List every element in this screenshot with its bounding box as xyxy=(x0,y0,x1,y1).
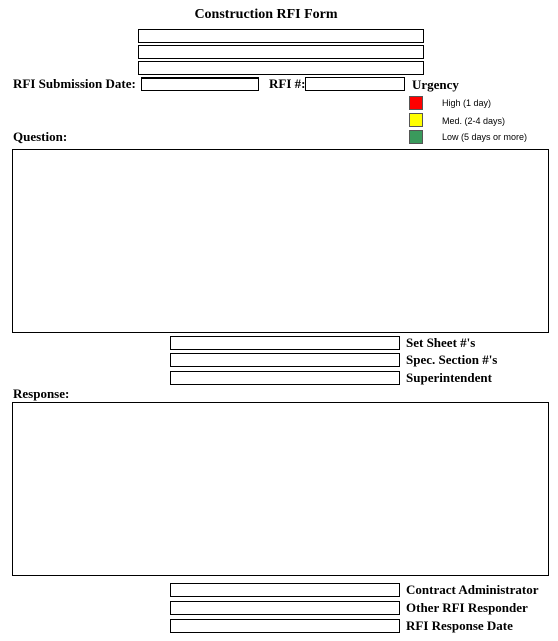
urgency-med-label: Med. (2-4 days) xyxy=(442,116,506,126)
other-responder-label: Other RFI Responder xyxy=(406,600,528,615)
other-responder-field[interactable] xyxy=(170,601,400,615)
header-field-2[interactable] xyxy=(138,45,424,59)
set-sheet-label: Set Sheet #'s xyxy=(406,335,476,350)
header-field-3[interactable] xyxy=(138,61,424,75)
contract-admin-field[interactable] xyxy=(170,583,400,597)
spec-section-label: Spec. Section #'s xyxy=(406,352,498,367)
superintendent-label: Superintendent xyxy=(406,370,492,385)
spec-section-field[interactable] xyxy=(170,353,400,367)
superintendent-field[interactable] xyxy=(170,371,400,385)
urgency-low-swatch[interactable] xyxy=(409,130,423,144)
response-date-label: RFI Response Date xyxy=(406,618,513,633)
contract-admin-label: Contract Administrator xyxy=(406,582,539,597)
urgency-high-swatch[interactable] xyxy=(409,96,423,110)
header-field-1[interactable] xyxy=(138,29,424,43)
question-label: Question: xyxy=(13,129,68,144)
response-textarea[interactable] xyxy=(12,402,549,576)
question-textarea[interactable] xyxy=(12,149,549,333)
set-sheet-field[interactable] xyxy=(170,336,400,350)
urgency-label: Urgency xyxy=(412,77,459,92)
submission-date-field[interactable] xyxy=(141,77,259,91)
urgency-low-label: Low (5 days or more) xyxy=(442,132,528,142)
response-date-field[interactable] xyxy=(170,619,400,633)
rfi-number-field[interactable] xyxy=(305,77,405,91)
response-label: Response: xyxy=(13,386,70,401)
urgency-high-label: High (1 day) xyxy=(442,98,492,108)
form-title: Construction RFI Form xyxy=(194,7,338,22)
rfi-number-label: RFI #: xyxy=(269,76,306,91)
submission-date-label: RFI Submission Date: xyxy=(13,76,136,91)
urgency-med-swatch[interactable] xyxy=(409,113,423,127)
